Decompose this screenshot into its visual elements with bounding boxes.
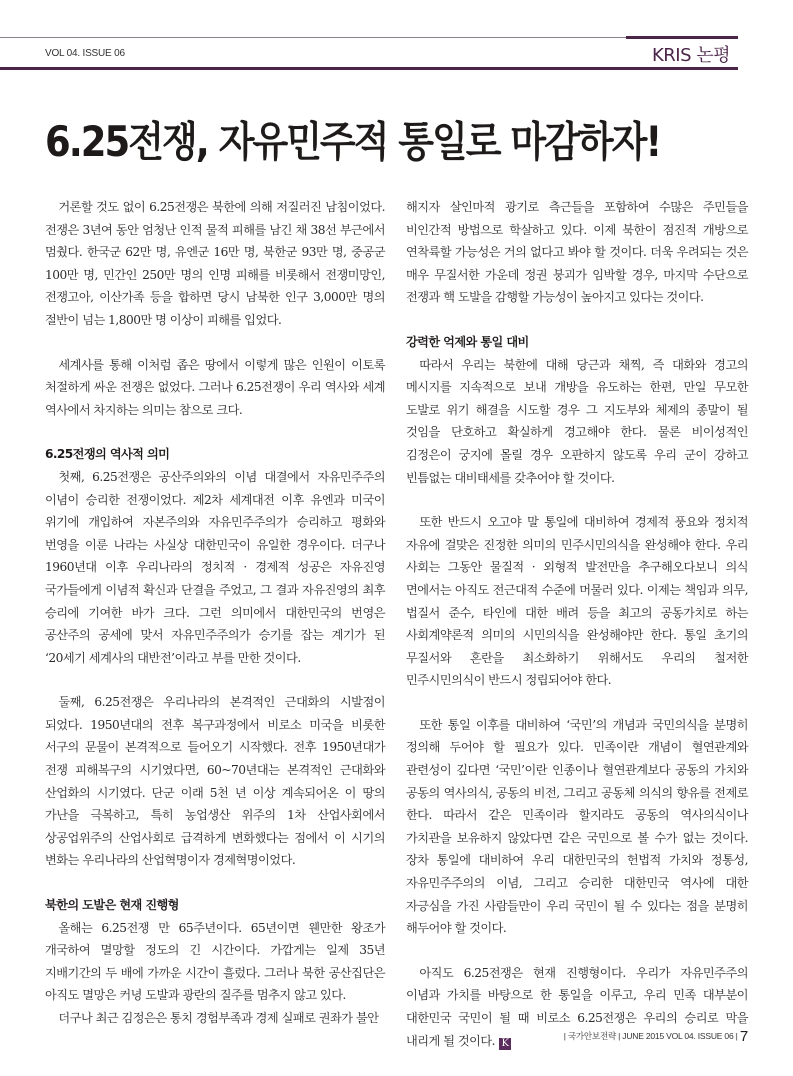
end-mark-icon: K <box>499 1038 511 1050</box>
page-footer <box>564 1028 748 1045</box>
right-column <box>406 196 748 1052</box>
section-heading: 강력한 억제와 통일 대비 <box>406 334 529 349</box>
paragraph: 세계사를 통해 이처럼 좁은 땅에서 이렇게 많은 인원이 이토록 처절하게 싸운 전쟁은 없었다. 그러나 6.25전쟁이 우리 역사와 세계 역사에서 차지하는 의미는 참으로 크다. <box>45 357 385 417</box>
section-heading: 북한의 도발은 현재 진행형 <box>45 898 179 913</box>
paragraph: 또한 통일 이후를 대비하여 ‘국민’의 개념과 국민의식을 분명히 정의해 두어야 할 필요가 있다. 민족이란 개념이 혈연관계와 관련성이 깊다면 ‘국민’이란 인종이나 혈연관계보다 공동의 가치와 공동의 역사의식, 공동의 비전, 그리고 공동체 의식의 향유를 전제로 한다. 따라서 같은 민족이라 할지라도 공동의 역사의식이나 가치관을 보유하지 않았다면 같은 국민으로 볼 수가 없는 것이다. 장차 통일에 대비하여 우리 대한민국의 헌법적 가치와 정통성, 자유민주주의의 이념, 그리고 승리한 대한민국 역사에 대한 자긍심을 가진 사람들만이 우리 국민이 될 수 있다는 점을 분명히 해두어야 할 것이다. <box>406 717 748 936</box>
issue-label: VOL 04. ISSUE 06 <box>45 48 125 59</box>
left-column <box>45 196 385 1030</box>
paragraph: 해지자 살인마적 광기로 측근들을 포함하여 수많은 주민들을 비인간적 방법으로 학살하고 있다. 이제 북한이 점진적 개방으로 연착륙할 가능성은 거의 없다고 봐야 할 것이다. 더욱 우려되는 것은 매우 무질서한 가운데 정권 붕괴가 임박할 경우, 마지막 수단으로 전쟁과 핵 도발을 감행할 가능성이 높아지고 있다는 것이다. <box>406 200 748 305</box>
page-number: 7 <box>739 1028 748 1045</box>
section-brand: KRIS 논평 <box>651 45 730 66</box>
article-title: 6.25전쟁, 자유민주적 통일로 마감하자! <box>45 118 661 167</box>
paragraph: 더구나 최근 김정은은 통치 경험부족과 경제 실패로 권좌가 불안 <box>58 1011 379 1025</box>
header-bottom-rule <box>0 67 738 70</box>
paragraph: 첫째, 6.25전쟁은 공산주의와의 이념 대결에서 자유민주주의 이념이 승리한 전쟁이었다. 제2차 세계대전 이후 유엔과 미국이 위기에 개입하여 자본주의와 자유민주주의가 승리하고 평화와 번영을 이룬 나라는 사실상 대한민국이 유일한 경우이다. 더구나 1960년대 이후 우리나라의 정치적 · 경제적 성공은 자유진영 국가들에게 이념적 확신과 단결을 주었고, 그 결과 자유진영의 최후 승리에 기여한 바가 크다. 그런 의미에서 대한민국의 번영은 공산주의 공세에 맞서 자유민주주의가 승기를 잡는 계기가 된 ‘20세기 세계사의 대반전’이라고 부를 만한 것이다. <box>45 469 385 665</box>
header-accent-rule <box>626 36 738 39</box>
paragraph: 따라서 우리는 북한에 대해 당근과 채찍, 즉 대화와 경고의 메시지를 지속적으로 보내 개방을 유도하는 한편, 만일 무모한 도발로 위기 해결을 시도할 경우 그 지도부와 체제의 종말이 될 것임을 단호하고 확실하게 경고해야 한다. 물론 비이성적인 김정은이 궁지에 몰릴 경우 오판하지 않도록 우리 군이 강하고 빈틈없는 대비태세를 갖추어야 할 것이다. <box>406 357 748 485</box>
paragraph: 거론할 것도 없이 6.25전쟁은 북한에 의해 저질러진 남침이었다. 전쟁은 3년여 동안 엄청난 인적 물적 피해를 남긴 채 38선 부근에서 멈췄다. 한국군 62만 명, 유엔군 16만 명, 북한군 93만 명, 중공군 100만 명, 민간인 250만 명의 인명 피해를 비롯해서 전쟁미망인, 전쟁고아, 이산가족 등을 합하면 당시 남북한 인구 3,000만 명의 절반이 넘는 1,800만 명 이상이 피해를 입었다. <box>45 200 385 327</box>
paragraph-text: 아직도 6.25전쟁은 현재 진행형이다. 우리가 자유민주주의 이념과 가치를 바탕으로 한 통일을 이루고, 우리 민족 대부분이 대한민국 국민이 될 때 비로소 6.25전쟁은 우리의 승리로 막을 내리게 될 것이다. <box>406 965 748 1048</box>
footer-text: | 국가안보전략 | JUNE 2015 VOL 04. ISSUE 06 | <box>563 1031 738 1041</box>
section-heading: 6.25전쟁의 역사적 의미 <box>45 447 170 462</box>
paragraph: 둘째, 6.25전쟁은 우리나라의 본격적인 근대화의 시발점이 되었다. 1950년대의 전후 복구과정에서 비로소 미국을 비롯한 서구의 문물이 본격적으로 들어오기 시작했다. 전후 1950년대가 전쟁 피해복구의 시기였다면, 60~70년대는 본격적인 근대화와 산업화의 시기였다. 단군 이래 5천 년 이상 계속되어온 이 땅의 가난을 극복하고, 특히 농업생산 위주의 1차 산업사회에서 상공업위주의 산업사회로 급격하게 변화했다는 점에서 이 시기의 변화는 우리나라의 산업혁명이자 경제혁명이었다. <box>45 695 385 868</box>
paragraph: 올해는 6.25전쟁 만 65주년이다. 65년이면 웬만한 왕조가 개국하여 멸망할 정도의 긴 시간이다. 가깝게는 일제 35년 지배기간의 두 배에 가까운 시간이 흘렀다. 그러나 북한 공산집단은 아직도 멸망은 커녕 도발과 광란의 질주를 멈추지 않고 있다. <box>45 920 385 1003</box>
paragraph: 또한 반드시 오고야 말 통일에 대비하여 경제적 풍요와 정치적 자유에 걸맞은 진정한 의미의 민주시민의식을 완성해야 한다. 우리 사회는 그동안 물질적 · 외형적 발전만을 추구해오다보니 의식 면에서는 아직도 전근대적 수준에 머물러 있다. 이제는 책임과 의무, 법질서 준수, 타인에 대한 배려 등을 최고의 공동가치로 하는 사회계약론적 의미의 시민의식을 완성해야만 한다. 통일 초기의 무질서와 혼란을 최소화하기 위해서도 우리의 철저한 민주시민의식이 반드시 정립되어야 한다. <box>406 515 748 688</box>
